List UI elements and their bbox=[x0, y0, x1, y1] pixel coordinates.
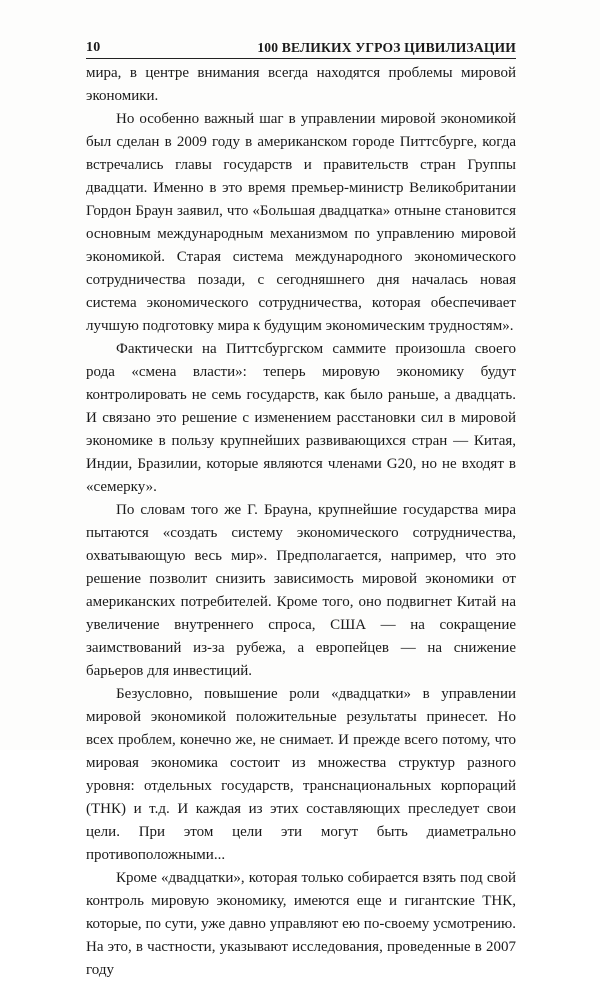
page-number: 10 bbox=[86, 40, 101, 55]
paragraph: Но особенно важный шаг в управлении мировой экономикой был сделан в 2009 году в американском городе Питтсбурге, когда встречались главы государств и правительств стран Группы двадцати. Именно в это время премьер-министр Великобритании Гордон Браун заявил, что «Большая двадцатка» отныне становится основным международным механизмом по управлению мировой экономикой. Старая система международного экономического сотрудничества позади, с сегодняшнего дня началась новая система экономического сотрудничества, которая обеспечивает лучшую подготовку мира к будущим экономическим трудностям». bbox=[86, 111, 516, 334]
paragraph: По словам того же Г. Брауна, крупнейшие государства мира пытаются «создать систему экономического сотрудничества, охватывающую весь мир». Предполагается, например, что это решение позволит снизить зависимость мировой экономики от американских потребителей. Кроме того, оно подвигнет Китай на увеличение внутреннего спроса, США — на сокращение заимствований из-за рубежа, а европейцев — на снижение барьеров для инвестиций. bbox=[86, 502, 516, 679]
page-header bbox=[86, 38, 516, 59]
paragraph: Безусловно, повышение роли «двадцатки» в управлении мировой экономикой положительные результаты принесет. Но всех проблем, конечно же, не снимает. И прежде всего потому, что мировая экономика состоит из множества структур разного уровня: отдельных государств, транснациональных корпораций (ТНК) и т.д. И каждая из этих составляющих преследует свои цели. При этом цели эти могут быть диаметрально противоположными... bbox=[86, 686, 516, 863]
paragraph: Фактически на Питтсбургском саммите произошла своего рода «смена власти»: теперь мировую экономику будут контролировать не семь государств, как было раньше, а двадцать. И связано это решение с изменением расстановки сил в мировой экономике в пользу крупнейших развивающихся стран — Китая, Индии, Бразилии, которые являются членами G20, но не входят в «семерку». bbox=[86, 341, 516, 495]
paragraph: Кроме «двадцатки», которая только собирается взять под свой контроль мировую экономику, имеются еще и гигантские ТНК, которые, по сути, уже давно управляют ею по-своему усмотрению. На это, в частности, указывают исследования, проведенные в 2007 году bbox=[86, 870, 516, 978]
body-text bbox=[86, 62, 516, 982]
paragraph: мира, в центре внимания всегда находятся проблемы мировой экономики. bbox=[86, 65, 516, 104]
running-title: 100 ВЕЛИКИХ УГРОЗ ЦИВИЛИЗАЦИИ bbox=[257, 40, 516, 55]
